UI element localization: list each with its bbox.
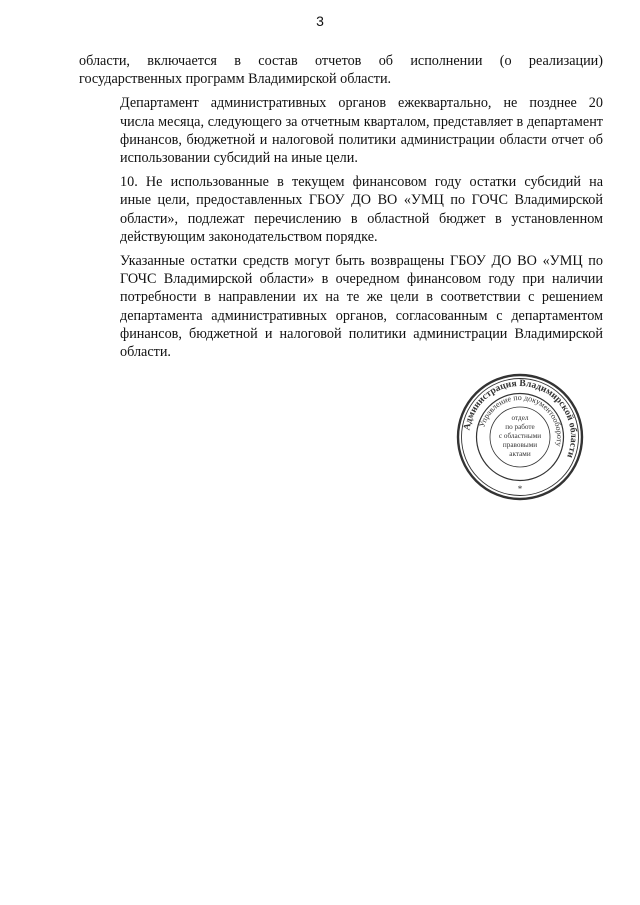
text-line: области», подлежат перечислению в областной бюджет в установленном — [120, 210, 603, 227]
text-line: иные цели, предоставленных ГБОУ ДО ВО «УМЦ по ГОЧС Владимирской — [120, 192, 603, 209]
stamp-center-line: правовыми — [502, 441, 538, 449]
stamp-star: * — [517, 484, 523, 494]
text-line: департамента административных органов, согласованным с департаментом — [120, 307, 603, 324]
stamp-inner-text: Управление по документообороту — [477, 392, 565, 448]
stamp-seal — [455, 372, 585, 502]
stamp-center-line: актами — [509, 450, 531, 458]
stamp-center-line: отдел — [511, 414, 529, 422]
text-line: Указанные остатки средств могут быть возвращены ГБОУ ДО ВО «УМЦ по — [120, 253, 603, 270]
paragraph-reporting — [79, 94, 603, 167]
paragraph-item-10 — [79, 173, 603, 246]
text-line: 10. Не использованные в текущем финансовом году остатки субсидий на — [120, 174, 603, 191]
text-line: Департамент административных органов ежеквартально, не позднее 20 — [120, 95, 603, 112]
text-line: действующим законодательством порядке. — [120, 228, 378, 245]
text-line: области. — [120, 344, 171, 361]
document-body — [79, 52, 603, 361]
paragraph-return-of-funds — [79, 252, 603, 361]
text-line: финансов, бюджетной и налоговой политики администрации Владимирской — [120, 325, 603, 342]
stamp-center-line: по работе — [505, 423, 535, 431]
page-number: 3 — [316, 13, 324, 29]
text-line: финансов, бюджетной и налоговой политики администрации области отчет об — [120, 131, 603, 148]
stamp-outer-text: Администрация Владимирской области — [461, 377, 580, 460]
stamp-center-line: с областными — [498, 432, 542, 440]
text-line: ГОЧС Владимирской области» в очередном финансовом году при наличии — [120, 271, 603, 288]
text-line: потребности в направлении их на те же цели в соответствии с решением — [120, 289, 603, 306]
text-line: числа месяца, следующего за отчетным кварталом, представляет в департамент — [120, 113, 603, 130]
official-stamp — [455, 372, 585, 502]
text-line: области, включается в состав отчетов об исполнении (о реализации) — [79, 53, 603, 69]
paragraph-continuation — [79, 52, 603, 88]
text-line: государственных программ Владимирской области. — [79, 71, 392, 88]
text-line: использовании субсидий на иные цели. — [120, 150, 358, 167]
